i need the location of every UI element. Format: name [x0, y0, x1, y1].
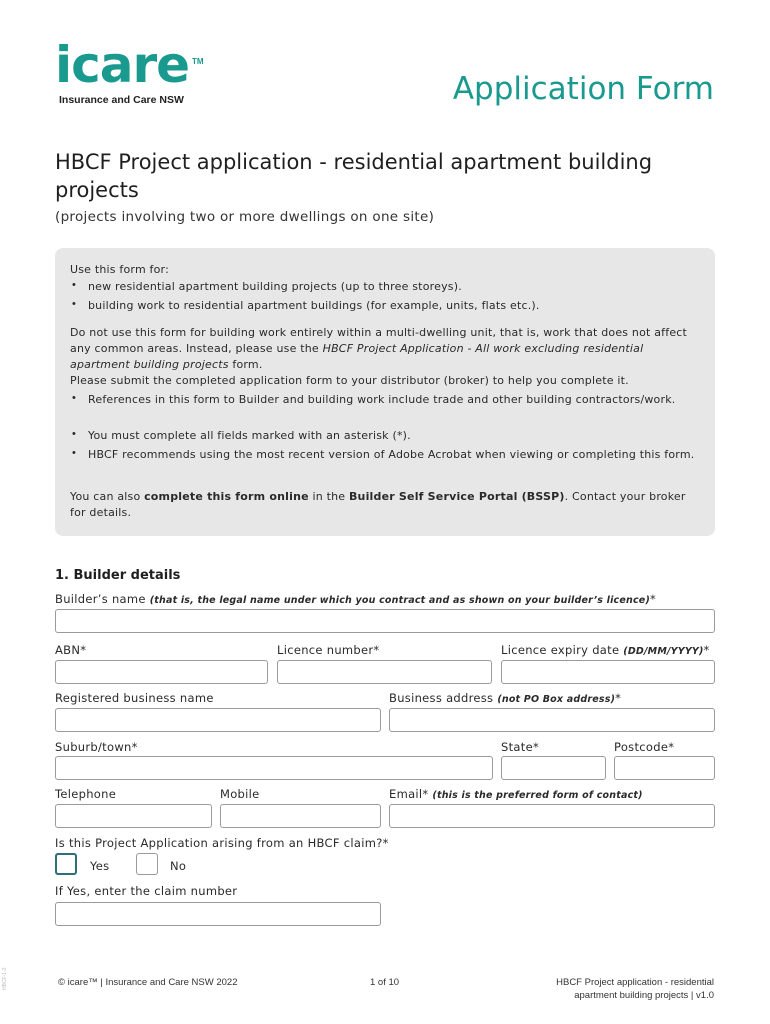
- email-field[interactable]: [389, 804, 715, 828]
- suburb-label: Suburb/town*: [55, 740, 138, 754]
- side-document-code: HBCF-1-2: [2, 967, 8, 990]
- bullet-icon: •: [72, 428, 76, 440]
- registered-business-name-label: Registered business name: [55, 691, 214, 705]
- footer-document-name: HBCF Project application - residential apartment building projects | v1.0: [556, 977, 714, 1001]
- business-address-field[interactable]: [389, 708, 715, 732]
- claim-question: Is this Project Application arising from an HBCF claim?*: [55, 836, 389, 850]
- logo-subtitle: Insurance and Care NSW: [59, 94, 184, 106]
- telephone-field[interactable]: [55, 804, 212, 828]
- note-item: References in this form to Builder and building work include trade and other building contractors/work.: [88, 393, 676, 406]
- document-subtitle: (projects involving two or more dwellings on one site): [55, 209, 435, 225]
- no-label: No: [170, 859, 187, 873]
- claim-number-label: If Yes, enter the claim number: [55, 884, 238, 898]
- note-item: You must complete all fields marked with an asterisk (*).: [88, 429, 411, 442]
- bullet-icon: •: [72, 279, 76, 291]
- postcode-label: Postcode*: [614, 740, 675, 754]
- use-item: building work to residential apartment buildings (for example, units, flats etc.).: [88, 299, 540, 312]
- abn-label: ABN*: [55, 643, 87, 657]
- licence-number-field[interactable]: [277, 660, 492, 684]
- form-title: Application Form: [452, 71, 714, 107]
- registered-business-name-field[interactable]: [55, 708, 381, 732]
- licence-number-label: Licence number*: [277, 643, 380, 657]
- builder-name-label: Builder’s name (that is, the legal name under which you contract and as shown on your builder’s licence)*: [55, 592, 657, 606]
- do-not-use-text: Do not use this form for building work entirely within a multi-dwelling unit, that is, work that does not affect any common areas. Instead, please use the HBCF Project Application - All work excluding residential apartment building projects form.: [70, 326, 688, 371]
- logo-trademark: TM: [192, 57, 204, 66]
- online-link[interactable]: complete this form online: [144, 490, 309, 503]
- bullet-icon: •: [72, 392, 76, 404]
- bssp-link[interactable]: Builder Self Service Portal (BSSP): [348, 490, 565, 503]
- section-title-builder-details: 1. Builder details: [55, 568, 181, 583]
- postcode-field[interactable]: [614, 756, 715, 780]
- state-label: State*: [501, 740, 539, 754]
- business-address-label: Business address (not PO Box address)*: [389, 691, 622, 705]
- footer-page-number: 1 of 10: [370, 977, 400, 988]
- bullet-icon: •: [72, 298, 76, 310]
- suburb-field[interactable]: [55, 756, 493, 780]
- yes-label: Yes: [90, 859, 110, 873]
- submit-text: Please submit the completed application form to your distributor (broker) to help you complete it.: [70, 374, 629, 387]
- claim-number-field[interactable]: [55, 902, 381, 926]
- abn-field[interactable]: [55, 660, 268, 684]
- icare-logo: icare: [55, 36, 190, 94]
- document-title: HBCF Project application - residential apartment building projects: [55, 150, 653, 202]
- mobile-field[interactable]: [220, 804, 381, 828]
- note-item: HBCF recommends using the most recent version of Adobe Acrobat when viewing or completing this form.: [88, 448, 695, 461]
- use-item: new residential apartment building projects (up to three storeys).: [88, 280, 462, 293]
- yes-checkbox[interactable]: [55, 853, 77, 875]
- bullet-icon: •: [72, 447, 76, 459]
- licence-expiry-label: Licence expiry date (DD/MM/YYYY)*: [501, 643, 710, 657]
- state-field[interactable]: [501, 756, 606, 780]
- mobile-label: Mobile: [220, 787, 260, 801]
- info-intro: Use this form for:: [70, 263, 169, 276]
- footer-copyright: © icare™ | Insurance and Care NSW 2022: [58, 977, 238, 988]
- telephone-label: Telephone: [55, 787, 117, 801]
- no-checkbox[interactable]: [136, 853, 158, 875]
- licence-expiry-field[interactable]: [501, 660, 715, 684]
- online-text: You can also complete this form online in the Builder Self Service Portal (BSSP). Contact your broker for details.: [70, 490, 686, 519]
- builder-name-field[interactable]: [55, 609, 715, 633]
- email-label: Email* (this is the preferred form of contact): [389, 787, 643, 801]
